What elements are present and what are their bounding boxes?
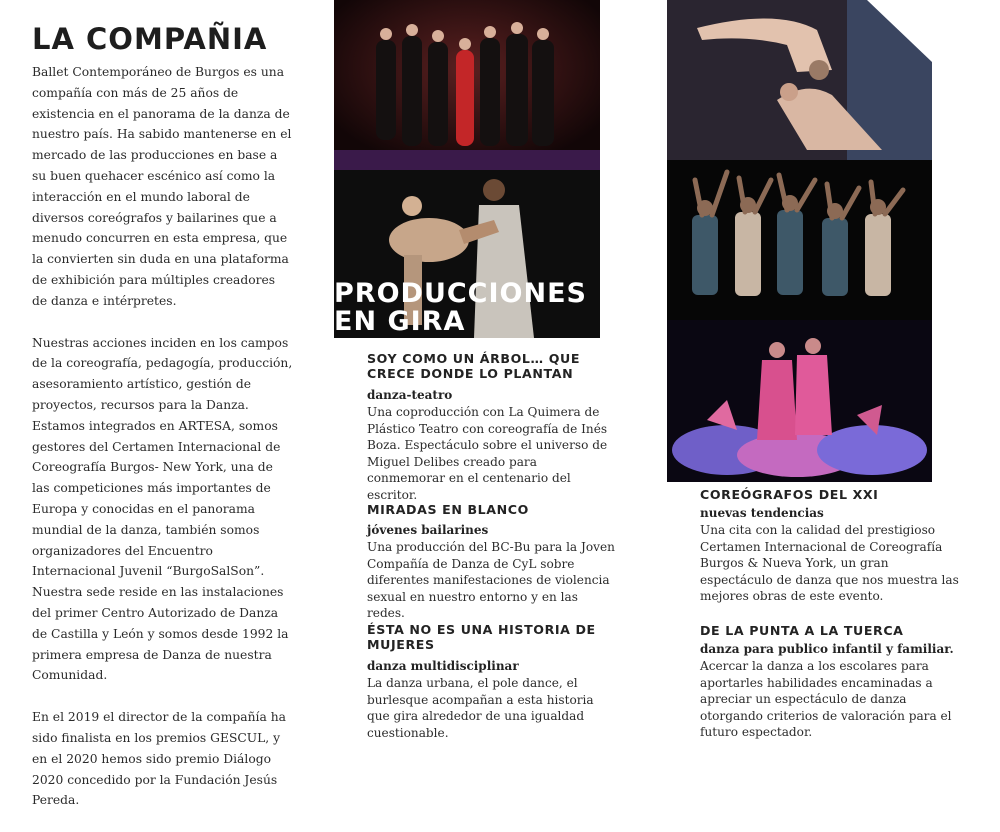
production-2-title: MIRADAS EN BLANCO: [367, 502, 529, 517]
photo-acrobatic-dancers: [667, 0, 932, 160]
company-paragraph-3: En el 2019 el director de la compañía ha sido finalista en los premios GESCUL, y en el 2020 hemos sido premio Diálogo 2020 concedido por la Fundación Jesús Pereda.: [32, 710, 286, 808]
photo-stage-group: [334, 0, 600, 170]
production-5-description: Acercar la danza a los escolares para aportarles habilidades encaminadas a apreciar un espectáculo de danza otorgando criterios de valoración para el futuro espectador.: [700, 659, 952, 740]
production-1-subtitle: danza-teatro: [367, 388, 453, 402]
production-5: [700, 623, 965, 741]
production-3-description: La danza urbana, el pole dance, el burlesque acompañan a esta historia que gira alrededor de una igualdad cuestionable.: [367, 676, 594, 740]
photo-colorful-dresses: [667, 320, 932, 482]
production-2: [367, 502, 617, 622]
company-title: LA COMPAÑIA: [32, 22, 268, 56]
production-3-subtitle: danza multidisciplinar: [367, 659, 519, 673]
company-paragraph-1: Ballet Contemporáneo de Burgos es una compañía con más de 25 años de existencia en el panorama de la danza de nuestro país. Ha sabido mantenerse en el mercado de las producciones en base a su buen quehacer escénico así como la interacción en el mundo laboral de diversos coreógrafos y bailarines que a menudo concurren en esta empresa, que la convierten sin duda en una plataforma de exhibición para múltiples creadores de danza e intérpretes.: [32, 65, 292, 308]
photo-group-arms-raised: [667, 160, 932, 320]
production-1-title: SOY COMO UN ÁRBOL… QUE CRECE DONDE LO PLANTAN: [367, 351, 581, 381]
production-1-description: Una coproducción con La Quimera de Plástico Teatro con coreografía de Inés Boza. Espectáculo sobre el universo de Miguel Delibes creado para conmemorar en el centenario del escritor.: [367, 405, 608, 502]
section-title: PRODUCCIONES EN GIRA: [334, 278, 587, 337]
production-1: [367, 351, 617, 504]
production-4-subtitle: nuevas tendencias: [700, 506, 824, 520]
production-3-title: ÉSTA NO ES UNA HISTORIA DE MUJERES: [367, 622, 596, 652]
production-4-description: Una cita con la calidad del prestigioso Certamen Internacional de Coreografía Burgos & Nueva York, un gran espectáculo de danza que nos muestra las mejores obras de este evento.: [700, 523, 959, 604]
production-5-title: DE LA PUNTA A LA TUERCA: [700, 623, 904, 638]
production-4-title: COREÓGRAFOS DEL XXI: [700, 487, 879, 502]
company-paragraph-2: Nuestras acciones inciden en los campos de la coreografía, pedagogía, producción, asesoramiento artístico, gestión de proyectos, recursos para la Danza. Estamos integrados en ARTESA, somos gestores del Certamen Internacional de Coreografía Burgos- New York, una de las competiciones más importantes de Europa y conocidas en el panorama mundial de la danza, también somos organizadores del Encuentro Internacional Juvenil “BurgoSalSon”. Nuestra sede reside en las instalaciones del primer Centro Autorizado de Danza de Castilla y León y somos desde 1992 la primera empresa de Danza de nuestra Comunidad.: [32, 335, 293, 683]
production-5-subtitle: danza para publico infantil y familiar.: [700, 642, 954, 656]
company-column: [32, 22, 294, 832]
production-2-description: Una producción del BC-Bu para la Joven Compañía de Danza de CyL sobre diferentes manifestaciones de violencia sexual en nuestro entorno y en las redes.: [367, 540, 615, 621]
production-3: [367, 622, 617, 741]
production-4: [700, 487, 965, 605]
production-2-subtitle: jóvenes bailarines: [367, 523, 489, 537]
